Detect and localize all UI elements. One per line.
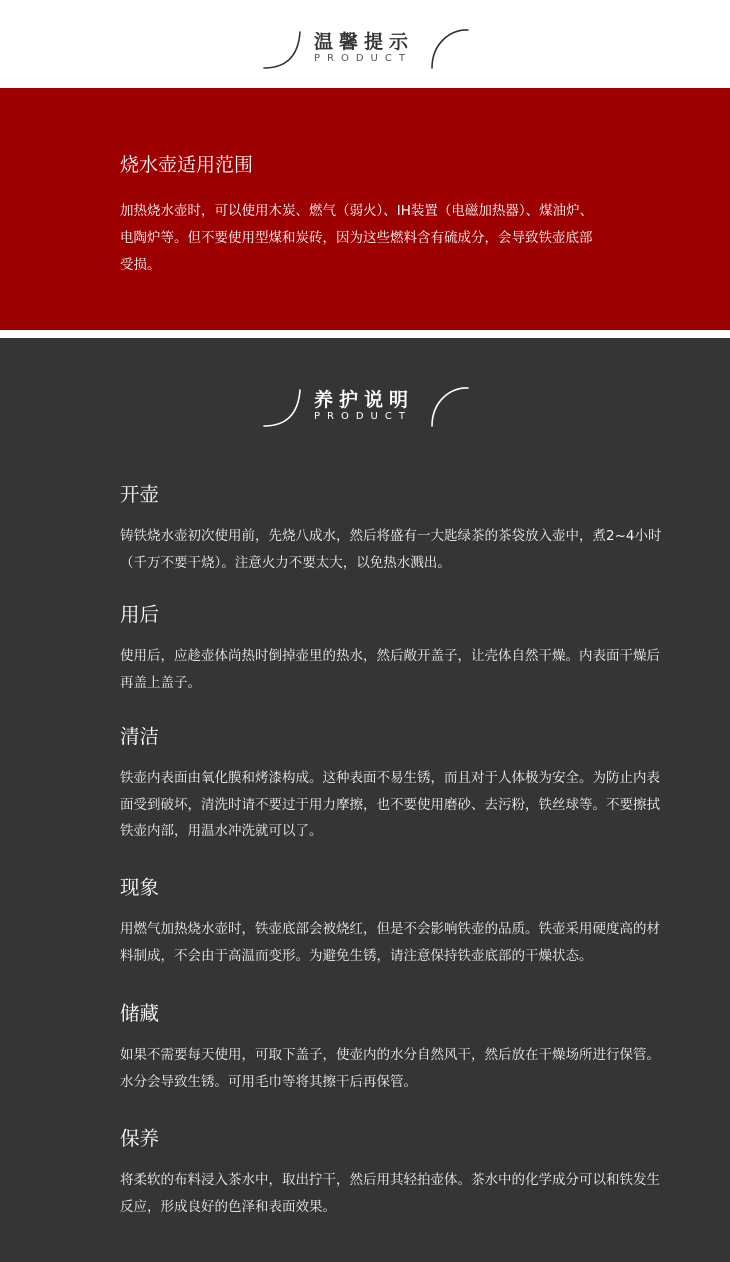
care-item-body: 铁壶内表面由氧化膜和烤漆构成。这种表面不易生锈，而且对于人体极为安全。为防止内表面受到破坏，清洗时请不要过于用力摩擦，也不要使用磨砂、去污粉，铁丝球等。不要擦拭铁壶内部，用温水冲洗就可以了。: [120, 770, 660, 839]
care-item-storage: [120, 1000, 668, 1095]
section-divider: [0, 330, 730, 338]
usage-title: 烧水壶适用范围: [120, 154, 254, 176]
care-section: [0, 338, 730, 1262]
usage-section: [0, 88, 730, 330]
care-badge: [262, 382, 472, 434]
care-badge-title: 养护说明: [314, 389, 415, 411]
care-item-body: 使用后，应趁壶体尚热时倒掉壶里的热水，然后敞开盖子，让壳体自然干燥。内表面干燥后再盖上盖子。: [120, 648, 660, 691]
tips-header: [0, 0, 730, 88]
care-item-title: 现象: [120, 876, 160, 899]
care-badge-subtitle: PRODUCT: [314, 411, 412, 422]
care-item-body: 用燃气加热烧水壶时，铁壶底部会被烧红，但是不会影响铁壶的品质。铁壶采用硬度高的材料制成，不会由于高温而变形。为避免生锈，请注意保持铁壶底部的干燥状态。: [120, 921, 660, 964]
care-item-title: 储藏: [120, 1002, 160, 1025]
care-item-after-use: [120, 601, 668, 696]
care-item-body: 将柔软的布料浸入茶水中，取出拧干，然后用其轻拍壶体。茶水中的化学成分可以和铁发生反应，形成良好的色泽和表面效果。: [120, 1172, 660, 1215]
tips-badge-title: 温馨提示: [314, 31, 415, 53]
care-item-cleaning: [120, 723, 668, 845]
usage-body: 加热烧水壶时，可以使用木炭、燃气（弱火）、IH装置（电磁加热器）、煤油炉、电陶炉等。但不要使用型煤和炭砖，因为这些燃料含有硫成分，会导致铁壶底部受损。: [120, 203, 594, 273]
care-item-open-kettle: [120, 481, 668, 576]
care-item-title: 保养: [120, 1127, 160, 1150]
care-item-title: 清洁: [120, 725, 160, 748]
care-item-body: 铸铁烧水壶初次使用前，先烧八成水，然后将盛有一大匙绿茶的茶袋放入壶中，煮2~4小时（千万不要干烧）。注意火力不要太大，以免热水溅出。: [120, 528, 662, 571]
care-item-body: 如果不需要每天使用，可取下盖子，使壶内的水分自然风干，然后放在干燥场所进行保管。水分会导致生锈。可用毛巾等将其擦干后再保管。: [120, 1047, 660, 1090]
tips-badge: [262, 24, 472, 76]
care-item-title: 开壶: [120, 483, 160, 506]
care-item-title: 用后: [120, 603, 160, 626]
care-item-maintenance: [120, 1125, 668, 1220]
care-item-phenomenon: [120, 874, 668, 969]
tips-badge-subtitle: PRODUCT: [314, 53, 412, 64]
